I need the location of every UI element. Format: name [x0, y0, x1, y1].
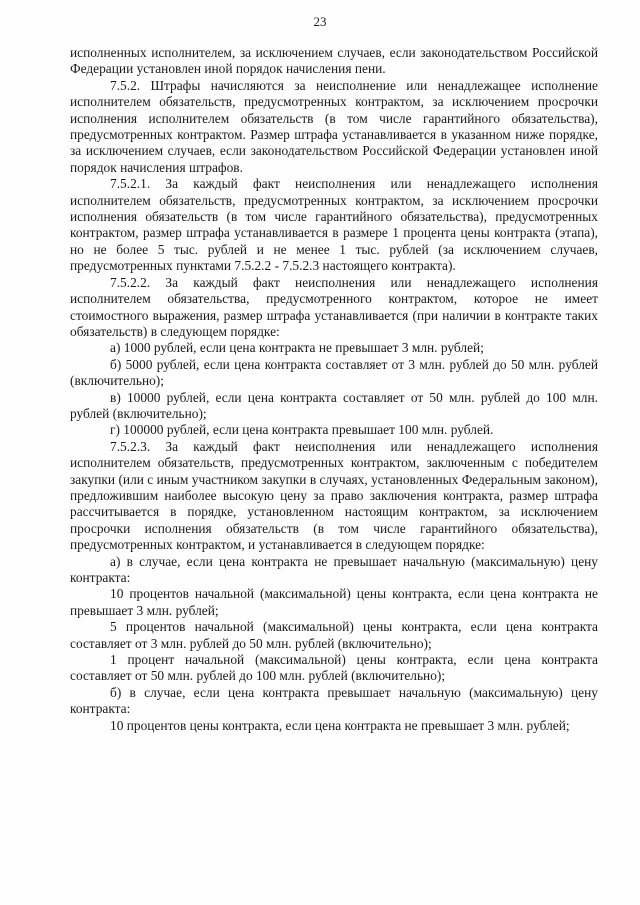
- sub-item-5-percent: 5 процентов начальной (максимальной) цены контракта, если цена контракта составляет от 3 млн. рублей до 50 млн. рублей (включительно);: [70, 619, 598, 651]
- list-item-a: а) 1000 рублей, если цена контракта не превышает 3 млн. рублей;: [110, 340, 484, 356]
- list-item-b-case: б) в случае, если цена контракта превышает начальную (максимальную) цену контракта:: [70, 684, 598, 717]
- sub-item-10-percent-price: 10 процентов цены контракта, если цена контракта не превышает 3 млн. рублей;: [110, 717, 570, 733]
- paragraph-7-5-2-1: 7.5.2.1. За каждый факт неисполнения или ненадлежащего исполнения исполнителем обязательств, предусмотренных контрактом, за исключением просрочки исполнения обязательств (в том числе гарантийного обязательства), предусмотренных контрактом, размер штрафа устанавливается в размере 1 процента цены контракта (этапа), но не более 5 тыс. рублей и не менее 1 тыс. рублей (за исключением случаев, предусмотренных пунктами 7.5.2.2 - 7.5.2.3 настоящего контракта).: [70, 176, 598, 274]
- list-item-g: г) 100000 рублей, если цена контракта превышает 100 млн. рублей.: [110, 422, 494, 438]
- document-body: [70, 45, 598, 734]
- list-item-a-case: а) в случае, если цена контракта не превышает начальную (максимальную) цену контракта:: [70, 553, 598, 585]
- sub-item-1-percent: 1 процент начальной (максимальной) цены контракта, если цена контракта составляет от 50 млн. рублей до 100 млн. рублей (включительно);: [70, 652, 598, 684]
- page-number: 23: [313, 14, 327, 29]
- paragraph-7-5-2: 7.5.2. Штрафы начисляются за неисполнение или ненадлежащее исполнение исполнителем обязательств, предусмотренных контрактом, за исключением просрочки исполнения исполнителем обязательств (в том числе гарантийного обязательства), предусмотренных контрактом. Размер штрафа устанавливается в указанном ниже порядке, за исключением случаев, если законодательством Российской Федерации установлен иной порядок начисления штрафов.: [70, 77, 598, 175]
- paragraph-7-5-2-2: 7.5.2.2. За каждый факт неисполнения или ненадлежащего исполнения исполнителем обязательства, предусмотренного контрактом, которое не имеет стоимостного выражения, размер штрафа устанавливается (при наличии в контракте таких обязательств) в следующем порядке:: [70, 274, 598, 339]
- paragraph-7-5-2-3: 7.5.2.3. За каждый факт неисполнения или ненадлежащего исполнения исполнителем обязательств, предусмотренных контрактом, заключенным с победителем закупки (или с иным участником закупки в случаях, установленных Федеральным законом), предложившим наиболее высокую цену за право заключения контракта, размер штрафа рассчитывается в порядке, установленном настоящим контрактом, за исключением просрочки исполнения обязательств (в том числе гарантийного обязательства), предусмотренных контрактом, и устанавливается в следующем порядке:: [70, 438, 598, 553]
- paragraph-continuation: исполненных исполнителем, за исключением случаев, если законодательством Российской Федерации установлен иной порядок начисления пени.: [70, 45, 598, 77]
- list-item-b: б) 5000 рублей, если цена контракта составляет от 3 млн. рублей до 50 млн. рублей (включительно);: [70, 356, 598, 389]
- list-item-v: в) 10000 рублей, если цена контракта составляет от 50 млн. рублей до 100 млн. рублей (включительно);: [70, 389, 598, 421]
- sub-item-10-percent: 10 процентов начальной (максимальной) цены контракта, если цена контракта не превышает 3 млн. рублей;: [70, 586, 598, 618]
